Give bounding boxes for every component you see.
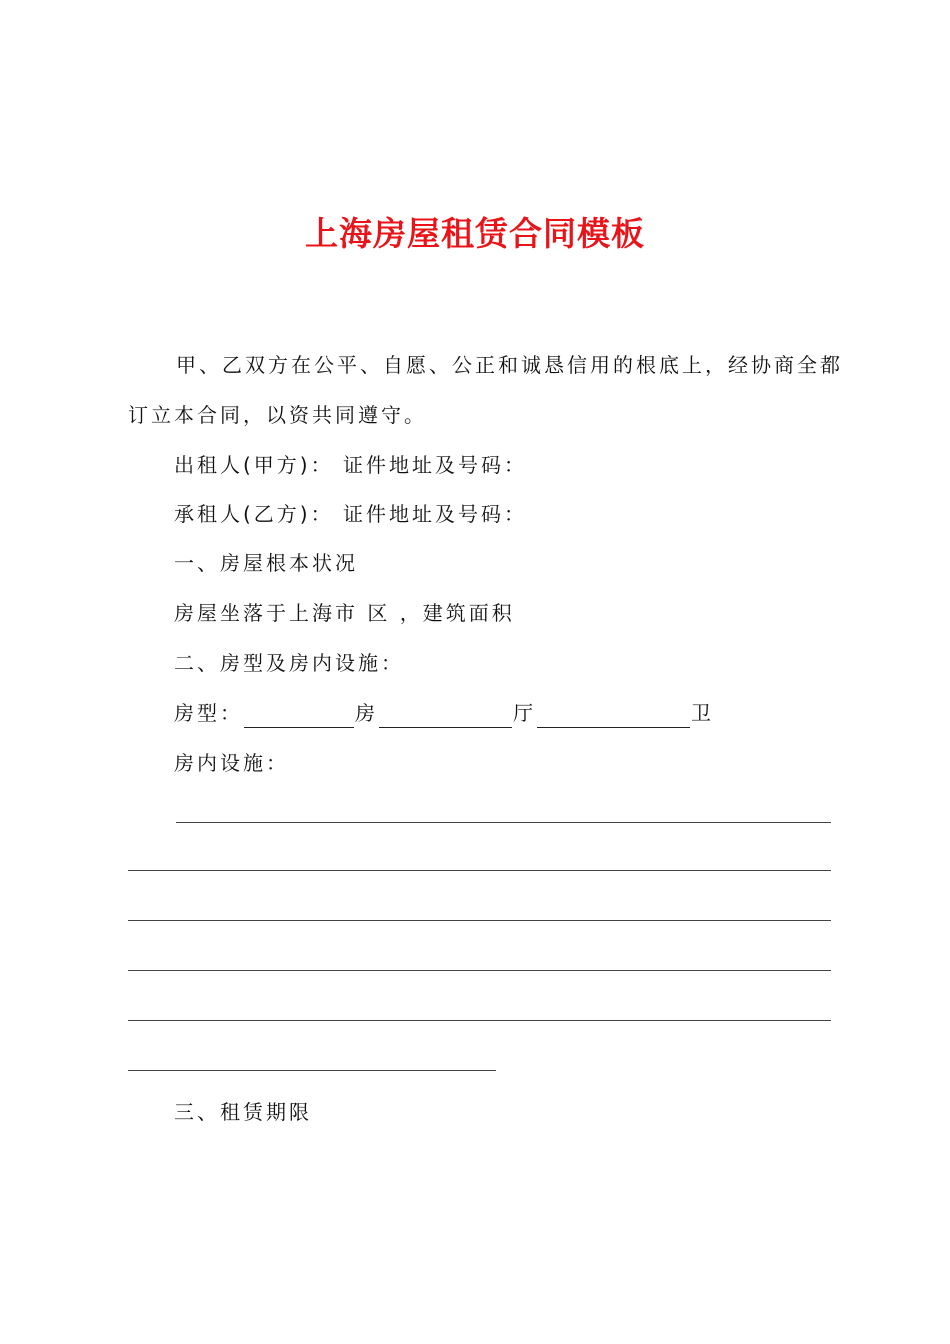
intro-line-2: 订立本合同，以资共同遵守。 [128,403,427,427]
room-type-label: 房型： [174,701,243,725]
facilities-blank-line-4 [128,970,831,971]
room-count-blank [244,703,354,728]
section-3-heading: 三、租赁期限 [174,1100,312,1124]
intro-line-1: 甲、乙双方在公平、自愿、公正和诚恳信用的根底上，经协商全都 [176,353,843,377]
facilities-blank-line-6 [128,1070,496,1071]
section-1-heading: 一、房屋根本状况 [174,551,358,575]
section-1-location: 房屋坐落于上海市 区 ，建筑面积 [174,601,515,625]
hall-count-blank [379,703,512,728]
facilities-label: 房内设施： [174,751,289,775]
bath-count-blank [537,703,690,728]
facilities-blank-line-2 [128,870,831,871]
section-2-heading: 二、房型及房内设施： [174,651,404,675]
lessor-line: 出租人(甲方)： 证件地址及号码： [174,453,527,477]
hall-unit: 厅 [513,701,536,725]
facilities-blank-line-1 [176,822,831,823]
room-unit: 房 [355,701,378,725]
lessee-line: 承租人(乙方)： 证件地址及号码： [174,502,527,526]
facilities-blank-line-5 [128,1020,831,1021]
room-type-line [174,698,714,728]
bath-unit: 卫 [691,701,714,725]
document-title: 上海房屋租赁合同模板 [305,214,645,253]
facilities-blank-line-3 [128,920,831,921]
